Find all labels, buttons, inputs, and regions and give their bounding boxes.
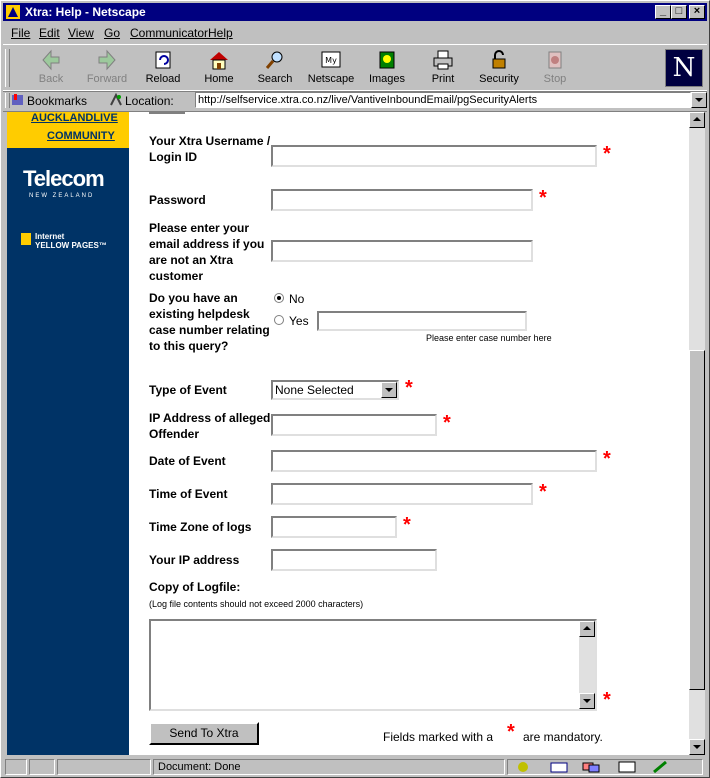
reload-button[interactable]: Reload — [135, 49, 191, 89]
case-number-hint: Please enter case number here — [426, 333, 552, 343]
logfile-label: Copy of Logfile: — [149, 580, 241, 594]
navigation-toolbar — [3, 44, 707, 92]
stop-button[interactable]: Stop — [527, 49, 583, 89]
page-scrollbar[interactable] — [689, 112, 705, 755]
mandatory-note-prefix: Fields marked with a — [383, 730, 494, 744]
sidebar-link-aucklandlive[interactable]: AUCKLANDLIVE — [31, 112, 118, 124]
security-status-icon[interactable] — [5, 759, 27, 775]
menu-bar — [3, 23, 707, 43]
email-input[interactable] — [271, 240, 533, 262]
timezone-label: Time Zone of logs — [149, 520, 252, 534]
event-type-selected: None Selected — [275, 383, 354, 397]
location-label: Location: — [125, 94, 174, 108]
required-star: * — [443, 412, 451, 434]
required-star: * — [603, 448, 611, 470]
logfile-scroll-up[interactable] — [579, 621, 595, 637]
location-toolbar — [3, 90, 707, 112]
send-to-xtra-button[interactable]: Send To Xtra — [149, 722, 259, 745]
printer-icon — [431, 49, 455, 71]
netscape-button[interactable]: My Netscape — [303, 49, 359, 89]
reload-icon — [151, 49, 175, 71]
required-star: * — [603, 143, 611, 165]
separator-line — [149, 112, 185, 114]
menu-help[interactable]: Help — [208, 26, 233, 40]
page-content — [7, 112, 689, 755]
search-icon — [263, 49, 287, 71]
ip-offender-input[interactable] — [271, 414, 437, 436]
navigator-icon[interactable] — [516, 761, 530, 773]
location-dropdown-button[interactable] — [691, 92, 707, 108]
event-type-select[interactable] — [271, 380, 399, 400]
username-input[interactable] — [271, 145, 597, 167]
sidebar: AUCKLANDLIVE COMMUNITY Telecom NEW ZEALAND Internet YELLOW PAGES™ — [7, 112, 129, 755]
yellow-pages-icon — [21, 233, 31, 245]
home-button[interactable]: Home — [191, 49, 247, 89]
mandatory-note-star: * — [507, 721, 515, 743]
menu-go[interactable]: Go — [104, 26, 121, 40]
bookmarks-button[interactable]: Bookmarks — [27, 94, 88, 108]
composer-icon[interactable] — [618, 761, 636, 773]
logfile-textarea[interactable] — [149, 619, 597, 711]
email-label: Please enter your email address if you are not an Xtra customer — [149, 221, 265, 283]
page-scroll-down[interactable] — [689, 739, 705, 755]
time-input[interactable] — [271, 483, 533, 505]
logfile-hint: (Log file contents should not exceed 2000 characters) — [149, 599, 364, 609]
search-button[interactable]: Search — [247, 49, 303, 89]
svg-text:My: My — [325, 56, 337, 65]
case-number-input[interactable] — [317, 311, 527, 331]
images-icon — [375, 49, 399, 71]
status-text: Document: Done — [153, 759, 505, 775]
page-scroll-up[interactable] — [689, 112, 705, 128]
required-star: * — [603, 689, 611, 711]
menu-file[interactable]: File — [11, 26, 31, 40]
back-arrow-icon — [39, 49, 63, 71]
images-button[interactable]: Images — [359, 49, 415, 89]
discussion-icon[interactable] — [582, 761, 600, 773]
radio-yes-label: Yes — [289, 314, 309, 328]
required-star: * — [405, 377, 413, 399]
print-button[interactable]: Print — [415, 49, 471, 89]
edit-icon[interactable] — [652, 761, 670, 773]
password-label: Password — [149, 193, 206, 207]
date-label: Date of Event — [149, 454, 226, 468]
username-label: Your Xtra Username / Login ID — [149, 134, 271, 164]
minimize-button[interactable]: _ — [655, 5, 671, 19]
sidebar-link-community[interactable]: COMMUNITY — [47, 130, 115, 142]
home-icon — [207, 49, 231, 71]
netscape-throbber-logo[interactable]: N — [665, 49, 703, 87]
component-bar — [507, 759, 703, 775]
sidebar-link-area — [7, 112, 129, 148]
event-type-label: Type of Event — [149, 383, 227, 397]
status-bar — [3, 758, 707, 776]
telecom-logo-subtitle: NEW ZEALAND — [29, 193, 95, 199]
menu-communicator[interactable]: Communicator — [130, 26, 209, 40]
toolbar-grip[interactable] — [5, 49, 10, 87]
case-radio-no[interactable] — [274, 293, 284, 303]
time-label: Time of Event — [149, 487, 228, 501]
connection-status-icon — [29, 759, 55, 775]
logfile-scroll-down[interactable] — [579, 693, 595, 709]
mail-icon[interactable] — [550, 761, 568, 773]
required-star: * — [539, 187, 547, 209]
title-bar — [3, 3, 707, 21]
radio-no-label: No — [289, 292, 305, 306]
forward-arrow-icon — [95, 49, 119, 71]
forward-button[interactable]: Forward — [79, 49, 135, 89]
page-scroll-thumb[interactable] — [689, 350, 705, 690]
security-button[interactable]: Security — [471, 49, 527, 89]
netscape-app-icon — [6, 5, 20, 19]
menu-view[interactable]: View — [68, 26, 94, 40]
location-input[interactable]: http://selfservice.xtra.co.nz/live/VantiveInboundEmail/pgSecurityAlerts — [195, 92, 691, 108]
stop-icon — [543, 49, 567, 71]
password-input[interactable] — [271, 189, 533, 211]
window-title: Xtra: Help - Netscape — [25, 5, 146, 19]
maximize-button[interactable]: □ — [671, 5, 687, 19]
case-number-label: Do you have an existing helpdesk case number relating to this query? — [149, 291, 270, 353]
close-button[interactable]: × — [689, 5, 705, 19]
event-type-dropdown-button[interactable] — [381, 382, 397, 398]
location-grip[interactable] — [5, 93, 10, 108]
your-ip-label: Your IP address — [149, 553, 240, 567]
required-star: * — [403, 514, 411, 536]
mandatory-note-suffix: are mandatory. — [523, 730, 603, 744]
netscape-icon — [319, 49, 343, 71]
your-ip-input[interactable] — [271, 549, 437, 571]
menu-edit[interactable]: Edit — [39, 26, 60, 40]
progress-bar — [57, 759, 151, 775]
logfile-scrollbar[interactable] — [579, 621, 595, 709]
ip-offender-label: IP Address of alleged Offender — [149, 411, 271, 441]
bookmarks-icon[interactable] — [11, 93, 25, 107]
telecom-logo[interactable]: Telecom — [23, 166, 104, 191]
back-button[interactable]: Back — [23, 49, 79, 89]
timezone-input[interactable] — [271, 516, 397, 538]
page-proxy-icon[interactable] — [109, 93, 123, 107]
date-input[interactable] — [271, 450, 597, 472]
case-radio-yes[interactable] — [274, 315, 284, 325]
required-star: * — [539, 481, 547, 503]
padlock-icon — [487, 49, 511, 71]
security-alert-form — [129, 112, 689, 755]
